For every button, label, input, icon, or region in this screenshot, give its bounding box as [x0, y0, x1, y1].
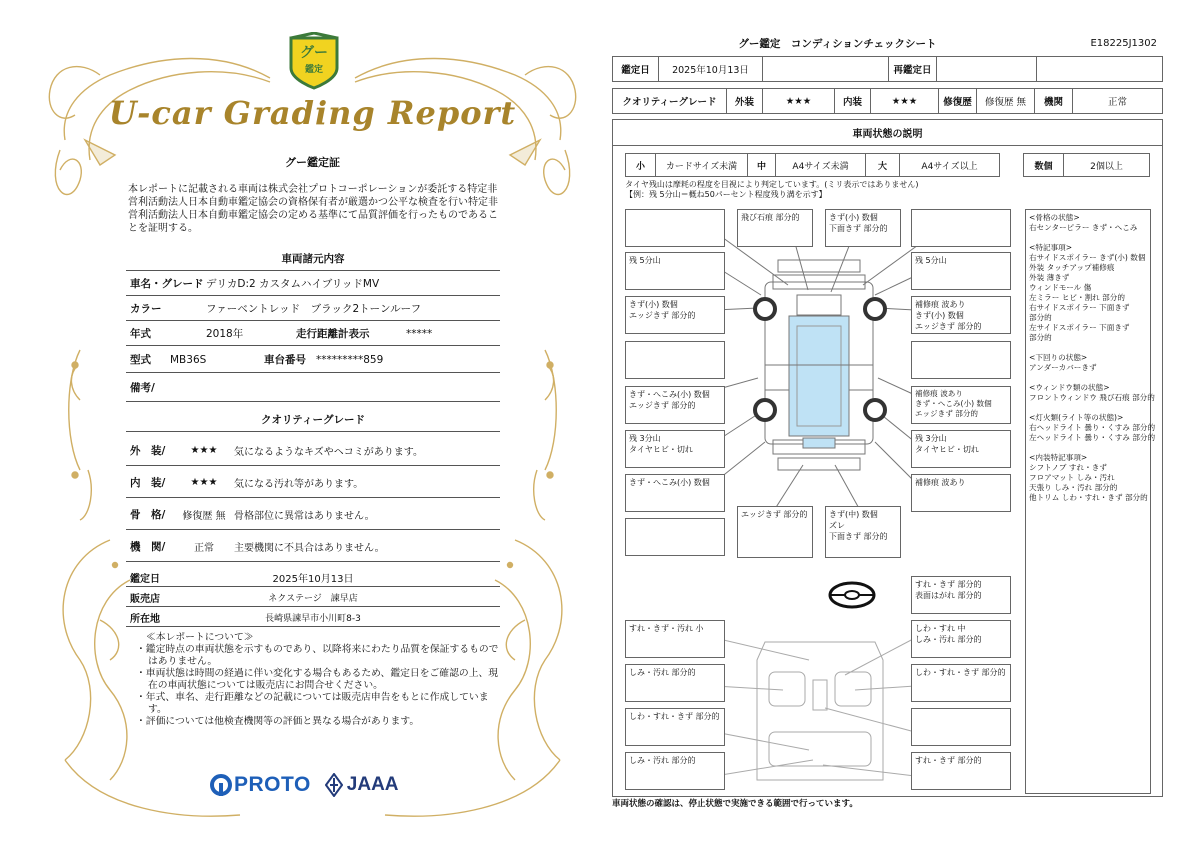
spec-row-year: [126, 322, 500, 346]
summary-line: 部分的: [1029, 333, 1052, 342]
tire-rear-left: [755, 400, 775, 420]
quality-label: 外 装/: [130, 445, 166, 457]
quality-label: クオリティーグレード: [613, 89, 727, 113]
summary-line: [1029, 443, 1147, 453]
proto-mark-icon: [210, 774, 232, 796]
quality-row-exterior: [126, 436, 500, 466]
note-box-int-right-2: しわ・すれ・きず 部分的: [911, 664, 1011, 702]
summary-line: [1029, 373, 1147, 383]
model-value: MB36S: [170, 353, 207, 366]
tire-note-line: 【例：残 5分山＝概ね50パーセント程度残り溝を示す】: [625, 190, 827, 199]
svg-text:鑑定: 鑑定: [304, 65, 324, 75]
name-label: 車名・グレード: [130, 278, 204, 290]
tire-note-line: タイヤ残山は摩耗の程度を目視により判定しています。(ミリ表示ではありません): [625, 180, 919, 189]
redate-label: 再鑑定日: [889, 57, 937, 81]
summary-panel: [1025, 209, 1156, 794]
note-item: ・評価については他検査機関等の評価と異なる場合があります。: [136, 716, 420, 727]
proto-logo-text: PROTO: [234, 773, 311, 796]
note-box-right-tire-front: 残 5分山: [911, 252, 1011, 290]
blank-cell: [1037, 57, 1162, 81]
note-box-top-center-a: 飛び石痕 部分的: [737, 209, 813, 247]
size-mid: 中: [748, 154, 776, 176]
note-box: [625, 341, 725, 379]
spec-row-model: [126, 347, 500, 373]
size-small-desc: カードサイズ未満: [656, 154, 748, 176]
summary-line: アンダーカバーきず: [1029, 363, 1097, 372]
date-label: 鑑定日: [613, 57, 659, 81]
jaaa-logo-text: JAAA: [346, 774, 399, 795]
size-large-desc: A4サイズ以上: [921, 161, 978, 172]
summary-line: 右サイドスポイラー きず(小) 数個: [1029, 253, 1146, 262]
note-box-int-left-2: しみ・汚れ 部分的: [625, 664, 725, 702]
note-box-left-rear: きず・へこみ(小) 数個: [625, 474, 725, 512]
note-box-left-tire-rear: 残 3分山 タイヤヒビ・切れ: [625, 430, 725, 468]
summary-line: 部分的: [1029, 313, 1052, 322]
info-row-address: [126, 608, 500, 627]
proto-logo: [210, 773, 311, 797]
summary-line: ウィンドモール 傷: [1029, 283, 1092, 292]
specs-title: 車両諸元内容: [126, 251, 500, 271]
summary-line: 他トリム しわ・すれ・きず 部分的: [1029, 493, 1148, 502]
summary-line: 右センターピラー きず・へこみ: [1029, 223, 1138, 232]
jaaa-mark-icon: [325, 773, 343, 797]
info-row-date: [126, 568, 500, 587]
note-box: [625, 518, 725, 556]
redate-value: [937, 57, 1037, 81]
repair-label: 修復歴: [939, 89, 977, 113]
name-value: デリカD:2 カスタムハイブリッドMV: [206, 278, 380, 290]
note-box-steering: すれ・きず 部分的 表面はがれ 部分的: [911, 576, 1011, 614]
tire-front-right: [865, 299, 885, 319]
grading-report: [40, 20, 585, 828]
color-value: ファーベントレッド ブラック2トーンルーフ: [206, 303, 422, 315]
summary-line: <下回りの状態>: [1029, 353, 1088, 362]
summary-line: 右ヘッドライト 曇り・くすみ 部分的: [1029, 423, 1156, 432]
note-box-int-left-1: すれ・きず・汚れ 小: [625, 620, 725, 658]
spec-row-name: [126, 272, 500, 296]
note-box: [911, 341, 1011, 379]
engine-value: 正常: [1107, 97, 1127, 108]
date-value: 2025年10月13日: [272, 573, 354, 585]
note-box-left-front: きず(小) 数個 エッジきず 部分的: [625, 296, 725, 334]
quality-row-frame: [126, 500, 500, 530]
year-label: 年式: [130, 328, 151, 340]
grade-table: [612, 88, 1163, 114]
model-label: 型式: [130, 354, 151, 366]
quality-label: 機 関/: [130, 541, 166, 553]
quality-desc: 気になる汚れ等があります。: [234, 479, 364, 490]
quality-desc: 主要機関に不具合はありません。: [234, 543, 385, 554]
blank-cell: [763, 57, 889, 81]
rear-panel: [778, 458, 860, 470]
steering-wheel-icon: [830, 583, 874, 607]
quality-desc: 気になるようなキズやヘコミがあります。: [234, 447, 423, 458]
exterior-value: ★★★: [763, 89, 835, 113]
summary-line: 天張り しみ・汚れ 部分的: [1029, 483, 1118, 492]
size-mid-desc: A4サイズ未満: [776, 154, 866, 176]
quality-row-engine: [126, 532, 500, 562]
roof-glass-inner: [797, 326, 841, 426]
quality-grade: ★★★: [190, 477, 218, 488]
svg-text:グー: グー: [300, 45, 328, 61]
engine-label: 機関: [1035, 89, 1073, 113]
certificate-text: 本レポートに記載される車両は株式会社プロトコーポレーションが委託する特定非営利活動法人日本自動車鑑定協会の資格保有者が厳選かつ公平な検査を行い特定非営利活動法人日本自動車鑑定協会の定める基準にて品質評価を行ったものであることを証明する。: [128, 184, 498, 234]
note-box-right-tire-rear: 残 3分山 タイヤヒビ・切れ: [911, 430, 1011, 468]
script-title: U-car Grading Report: [108, 94, 517, 132]
chassis-label: 車台番号: [264, 354, 306, 366]
summary-line: フロアマット しみ・汚れ: [1029, 473, 1115, 482]
date-label: 鑑定日: [130, 573, 160, 585]
sheet-id: E18225J1302: [1090, 38, 1157, 49]
summary-line: <内装特記事項>: [1029, 453, 1088, 462]
quality-label: 内 装/: [130, 477, 166, 489]
note-box-right-rear: 補修痕 波あり: [911, 474, 1011, 512]
cabin-diagram: [715, 638, 915, 780]
summary-line: フロントウィンドウ 飛び石痕 部分的: [1029, 393, 1155, 402]
quality-grade: 修復歴 無: [182, 511, 226, 522]
address-value: 長崎県諫早市小川町8-3: [265, 613, 361, 624]
tire-rear-right: [865, 400, 885, 420]
summary-line: [1029, 233, 1147, 243]
shop-value: ネクステージ 諫早店: [268, 593, 358, 604]
certificate-title: グー鑑定証: [285, 156, 340, 169]
sheet-footer: 車両状態の確認は、停止状態で実施できる範囲で行っています。: [612, 799, 858, 809]
summary-line: [1029, 343, 1147, 353]
summary-line: 左ミラー ヒビ・割れ 部分的: [1029, 293, 1125, 302]
jaaa-logo: [325, 773, 399, 797]
note-box-top-center-b: きず(小) 数個 下面きず 部分的: [825, 209, 901, 247]
quality-grade: 正常: [194, 543, 214, 554]
summary-line: [1029, 403, 1147, 413]
note-item: ・車両状態は時間の経過に伴い変化する場合もあるため、鑑定日をご確認の上、現在の車両状態については販売店にお問合せください。: [136, 668, 499, 691]
note-box-right-front: 補修痕 波あり きず(小) 数個 エッジきず 部分的: [911, 296, 1011, 334]
summary-line: シフトノブ すれ・きず: [1029, 463, 1107, 472]
condition-box: [612, 119, 1163, 797]
logos: [210, 770, 430, 800]
note-box-int-left-4: しみ・汚れ 部分的: [625, 752, 725, 790]
chassis-value: *********859: [316, 353, 384, 366]
interior-value: ★★★: [871, 89, 939, 113]
summary-line: <ウィンドウ類の状態>: [1029, 383, 1110, 392]
color-label: カラー: [130, 303, 162, 315]
quality-label: 骨 格/: [130, 509, 166, 521]
repair-value: 修復歴 無: [977, 89, 1035, 113]
tire-front-left: [755, 299, 775, 319]
quality-row-interior: [126, 468, 500, 498]
quality-title: クオリティーグレード: [126, 412, 500, 432]
remarks-label: 備考/: [130, 382, 155, 394]
note-item: ・鑑定時点の車両状態を示すものであり、以降将来にわたり品質を保証するものではありません。: [136, 644, 499, 667]
mileage-label: 走行距離計表示: [296, 328, 370, 340]
hood-panel: [797, 295, 841, 315]
mileage-value: *****: [406, 327, 433, 340]
summary-line: 左ヘッドライト 曇り・くすみ 部分的: [1029, 433, 1156, 442]
spec-row-remarks: [126, 374, 500, 402]
size-small: 小: [626, 154, 656, 176]
summary-line: <灯火類(ライト等の状態)>: [1029, 413, 1124, 422]
year-value: 2018年: [206, 328, 244, 340]
note-box: [911, 708, 1011, 746]
size-large: 大: [866, 154, 900, 176]
quality-desc: 骨格部位に異常はありません。: [234, 511, 375, 522]
summary-line: 左サイドスポイラー 下面きず: [1029, 323, 1130, 332]
summary-line: <特記事項>: [1029, 243, 1073, 252]
exterior-label: 外装: [727, 89, 763, 113]
note-box: [625, 209, 725, 247]
count-label: 数個: [1024, 154, 1064, 176]
date-table: [612, 56, 1163, 82]
address-label: 所在地: [130, 613, 160, 625]
note-item: ・年式、車名、走行距離などの記載については販売店申告をもとに作成しています。: [136, 692, 489, 715]
summary-line: 外装 タッチアップ補修痕: [1029, 263, 1115, 272]
summary-line: 外装 薄きず: [1029, 273, 1070, 282]
note-box-rear-center-a: エッジきず 部分的: [737, 506, 813, 558]
goo-appraisal-badge-icon: [287, 32, 341, 90]
spec-row-color: [126, 297, 500, 321]
shop-label: 販売店: [130, 593, 160, 605]
summary-line: 右サイドスポイラー 下面きず: [1029, 303, 1130, 312]
interior-label: 内装: [835, 89, 871, 113]
rear-glass: [803, 438, 835, 448]
note-box-int-left-3: しわ・すれ・きず 部分的: [625, 708, 725, 746]
notes-heading: ≪本レポートについて≫: [146, 632, 254, 643]
note-box: [911, 209, 1011, 247]
condition-title: 車両状態の説明: [613, 120, 1162, 146]
sheet-title: グー鑑定 コンディションチェックシート: [738, 38, 937, 50]
note-box-left-tire-front: 残 5分山: [625, 252, 725, 290]
note-box-rear-center-b: きず(中) 数個 ズレ 下面きず 部分的: [825, 506, 901, 558]
note-box-int-right-4: すれ・きず 部分的: [911, 752, 1011, 790]
front-grille: [778, 260, 860, 272]
summary-line: <骨格の状態>: [1029, 213, 1080, 222]
note-box-int-right-1: しわ・すれ 中 しみ・汚れ 部分的: [911, 620, 1011, 658]
note-box-right-mid: 補修痕 波あり きず・へこみ(小) 数個 エッジきず 部分的: [911, 386, 1011, 424]
date-value: 2025年10月13日: [659, 57, 763, 81]
condition-check-sheet: [610, 30, 1165, 815]
report-notes: [136, 632, 500, 728]
note-box-left-mid: きず・へこみ(小) 数個 エッジきず 部分的: [625, 386, 725, 424]
count-desc: 2個以上: [1090, 161, 1123, 172]
info-row-shop: [126, 588, 500, 607]
quality-grade: ★★★: [190, 445, 218, 456]
